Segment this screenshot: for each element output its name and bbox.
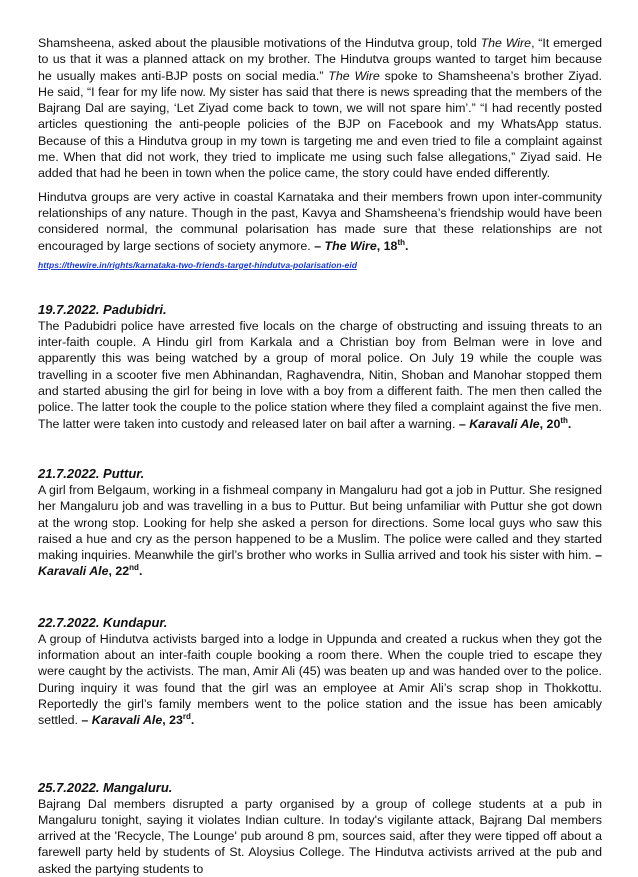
source-citation: – The Wire, 18th. — [314, 237, 409, 253]
paragraph-continuation — [38, 35, 602, 182]
source-citation: – Karavali Ale, 20th. — [458, 415, 572, 431]
text-run: Hindutva groups are very active in coastal Karnataka and their members frown upon inter-community relationships of any nature. Though in the past, Kavya and Shamsheena’s friendship would have been considered normal, the communal polarisation has made sure that these relationships are not encouraged by large sections of society anymore. — [38, 189, 602, 253]
source-citation: – Karavali Ale, 23rd. — [81, 712, 195, 728]
entry-body: The Padubidri police have arrested five locals on the charge of obstructing and issuing threats to an inter-faith couple. A Hindu girl from Karkala and a Christian boy from Belman were in love and apparently this was being watched by a group of moral police. On July 19 while the couple was travelling in a scooter five men Abhinandan, Raghavendra, Nitin, Shoban and Manohar stopped them and started abusing the girl for being in love with a boy from a different faith. The men then called the police. The latter took the couple to the police station where they filed a complaint against the five men. The latter were taken into custody and released later on bail after a warning. – Karavali Ale, 20th. — [38, 318, 602, 431]
source-link[interactable]: https://thewire.in/rights/karnataka-two-friends-target-hindutva-polarisation-eid — [38, 259, 357, 270]
text-run: spoke to Shamsheena’s brother Ziyad. He said, “I fear for my life now. My sister has said that there is news spreading that the members of the Bajrang Dal are saying, ‘Let Ziyad come back to town, we will not spare him’.” “I had recently posted articles questioning the anti-people policies of the BJP on Facebook and my WhatsApp status. Because of this a Hindutva group in my town is targeting me and even tried to file a complaint against me. When that did not work, they tried to implicate me using such false allegations,” Ziyad said. He added that had he been in town when the police came, the story could have ended differently. — [38, 68, 602, 181]
paragraph-polarisation — [38, 189, 602, 254]
source-citation: – Karavali Ale, 22nd. — [38, 548, 602, 579]
entry-heading: 21.7.2022. Puttur. — [38, 465, 145, 481]
entry-heading: 19.7.2022. Padubidri. — [38, 301, 167, 317]
text-run: Shamsheena, asked about the plausible motivations of the Hindutva group, told — [38, 36, 481, 50]
publication-name: The Wire — [328, 68, 380, 83]
entry-body: A group of Hindutva activists barged into a lodge in Uppunda and created a ruckus when they got the information about an inter-faith couple booking a room there. When the couple tried to escape they were caught by the activists. The man, Amir Ali (45) was beaten up and was handed over to the police. During inquiry it was found that the girl was an employee at Amir Ali’s scrap shop in Thokkottu. Reportedly the girl’s family members went to the police station and the issue has been amicably settled. – Karavali Ale, 23rd. — [38, 631, 602, 728]
entry-body: A girl from Belgaum, working in a fishmeal company in Mangaluru had got a job in Puttur. She resigned her Mangaluru job and was travelling in a bus to Puttur. But being unfamiliar with Puttur she got down at the wrong stop. Looking for help she asked a person for directions. Some local guys who saw this raised a hue and cry as the person happened to be a Muslim. The police were called and they started making inquiries. Meanwhile the girl’s brother who works in Sullia arrived and took his sister with him. – Karavali Ale, 22nd. — [38, 482, 602, 579]
entry-heading: 22.7.2022. Kundapur. — [38, 614, 168, 630]
publication-name: The Wire — [480, 36, 532, 50]
entry-heading: 25.7.2022. Mangaluru. — [38, 779, 173, 795]
text-run: , “It emerged to us that it was a planned attack on my brother. The Hindutva groups wanted to target him because he usually makes anti-BJP posts on social media.” — [38, 36, 602, 83]
entry-body: Bajrang Dal members disrupted a party organised by a group of college students at a pub in Mangaluru tonight, saying it violates Indian culture. In today's vigilante attack, Bajrang Dal members arrived at the 'Recycle, The Lounge' pub around 8 pm, sources said, after they were tipped off about a farewell party held by students of St. Aloysius College. The Hindutva activists arrived at the pub and asked the partying students to — [38, 796, 602, 876]
